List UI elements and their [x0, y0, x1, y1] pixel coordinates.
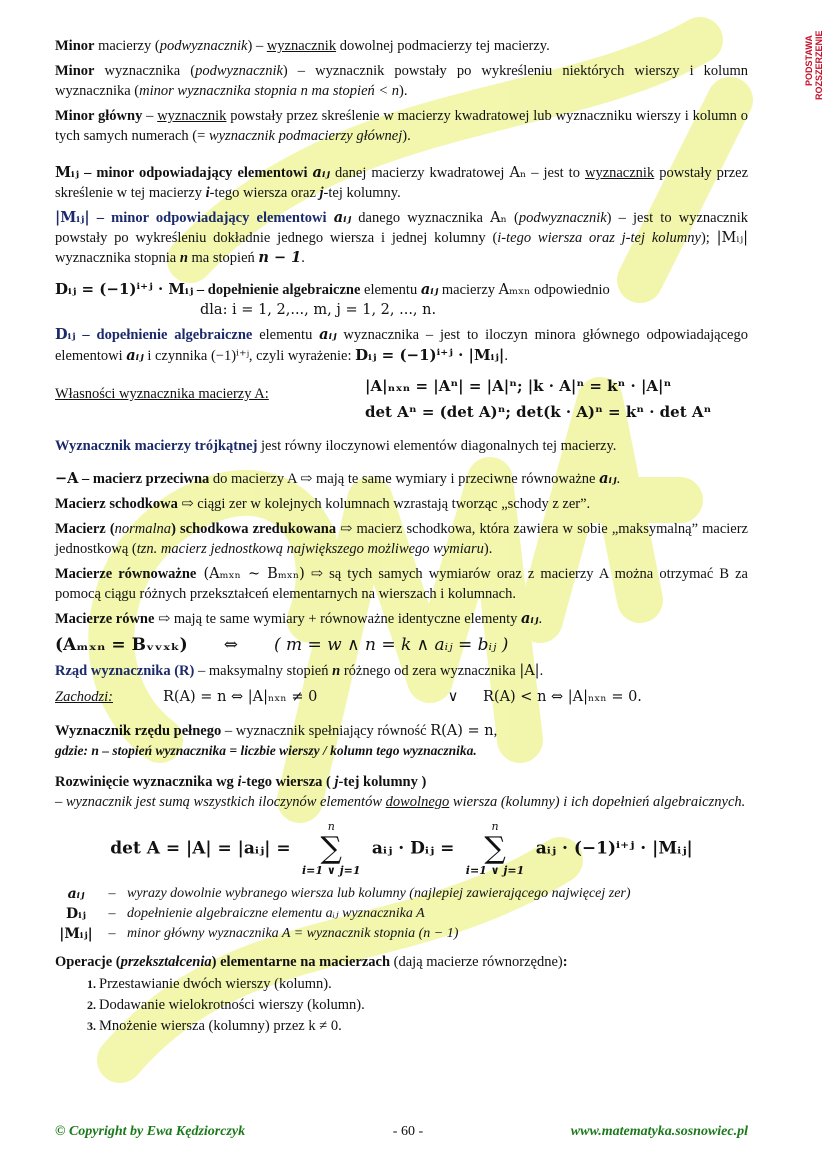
text: -tego wiersza oraz — [209, 185, 320, 201]
page-content — [55, 36, 748, 1037]
sum-symbol: n ∑ i=1 ∨ j=1 — [465, 820, 525, 877]
rozwiniecie-heading — [55, 772, 748, 792]
def-rzad-wyznacznika — [55, 661, 748, 681]
formula: det Aⁿ = (det A)ⁿ; det(k · A)ⁿ = kⁿ · det Aⁿ — [365, 403, 712, 421]
formula-mid: aᵢⱼ · Dᵢⱼ = — [371, 838, 455, 859]
legend-text: wyrazy dowolnie wybranego wiersza lub kolumny (najlepiej zawierającego najwięcej zer) — [127, 886, 631, 901]
rozwiniecie-desc — [55, 792, 748, 812]
text: – wyznacznik spełniający równość — [221, 723, 431, 739]
text: wiersza (kolumny) i ich dopełnień algebraicznych. — [449, 794, 746, 810]
operacje-heading — [55, 952, 748, 972]
formula: |A|ₙₓₙ = |Aⁿ| = |A|ⁿ; |k · A|ⁿ = kⁿ · |A|ⁿ — [365, 377, 672, 395]
text: – wyznacznik jest sumą wszystkich iloczynów elementów — [55, 794, 386, 810]
text: elementu — [360, 282, 421, 298]
footer-copyright: © Copyright by Ewa Kędziorczyk — [55, 1124, 246, 1139]
text: ) – — [247, 38, 267, 54]
text: – — [142, 108, 158, 124]
side-section-label — [802, 22, 824, 100]
text: . — [616, 471, 621, 487]
formula-legend — [55, 884, 748, 944]
term: Macierze równoważne — [55, 566, 197, 582]
symbol: Aₘₓₙ — [498, 282, 531, 298]
rownosc-macierzy-formula — [55, 635, 748, 655]
text: . — [504, 348, 508, 364]
formula: (Aₘₓₙ ~ Bₘₓₙ) — [196, 566, 305, 582]
legend-dash: – — [108, 906, 116, 921]
legend-text: minor główny wyznacznika A = wyznacznik stopnia (n − 1) — [127, 926, 459, 941]
formula: R(A) = n — [430, 723, 494, 739]
text: różnego od zera wyznacznika — [340, 663, 520, 679]
list-item: 3. Mnożenie wiersza (kolumny) przez k ≠ 0. — [99, 1016, 748, 1037]
symbol: j — [319, 185, 324, 201]
def-trojkatna — [55, 436, 748, 456]
text: . — [539, 663, 544, 679]
symbol: aᵢⱼ — [126, 347, 144, 364]
term: ) elementarne na macierzach — [211, 954, 391, 970]
text-italic: minor wyznacznika stopnia n ma stopień < n — [139, 83, 400, 99]
side-label-rozszerzenie: ROZSZERZENIE — [814, 30, 824, 100]
operacje-list — [71, 974, 748, 1037]
legend-symbol: |Mᵢⱼ| — [59, 926, 93, 942]
wlasnosci-wyznacznika — [55, 376, 748, 428]
symbol: Aₙ — [509, 165, 527, 181]
formula: (Aₘₓₙ = Bᵥᵥₓₖ) — [55, 635, 188, 655]
symbol: −A — [55, 470, 79, 487]
text: ). — [402, 128, 411, 144]
page-footer — [55, 1124, 748, 1140]
text: macierzy — [438, 282, 499, 298]
term: Macierze równe — [55, 611, 155, 627]
term: – minor odpowiadający elementowi — [89, 210, 334, 226]
term: Wyznacznik rzędu pełnego — [55, 723, 222, 739]
text: danego wyznacznika — [351, 210, 491, 226]
side-label-podstawa: PODSTAWA — [804, 35, 814, 86]
symbol: |A| — [519, 663, 540, 679]
symbol: aᵢⱼ — [420, 281, 439, 298]
equivalence-symbol: ⇔ — [223, 635, 238, 655]
term: -tego wiersza ( — [241, 774, 335, 790]
legend-row — [55, 904, 748, 924]
symbol: j — [334, 774, 339, 790]
symbol: i — [237, 774, 242, 790]
term: -tej kolumny ) — [338, 774, 427, 790]
term: Minor główny — [55, 108, 143, 124]
term: Macierz ( — [55, 521, 115, 537]
text-italic: podwyznacznik — [518, 210, 607, 226]
legend-symbol: Dᵢⱼ — [66, 906, 86, 922]
term: Rozwinięcie wyznacznika wg — [55, 774, 238, 790]
term: Operacje ( — [55, 954, 121, 970]
legend-dash: – — [108, 926, 116, 941]
symbol: aᵢⱼ — [599, 470, 617, 487]
formula-lhs: det A = |A| = |aᵢⱼ| = — [110, 838, 291, 859]
def-rzad-pelny — [55, 721, 748, 741]
text: ); — [700, 230, 717, 246]
text-italic: podwyznacznik — [195, 63, 283, 79]
text: ( — [506, 210, 519, 226]
term: Minor — [55, 38, 95, 54]
zachodzi-row — [55, 687, 748, 707]
def-rzad-pelny-note: gdzie: n – stopień wyznacznika = liczbie wierszy / kolumn tego wyznacznika. — [55, 743, 477, 758]
symbol: n — [179, 250, 188, 266]
symbol: Dᵢⱼ — [55, 326, 76, 343]
text: ) – jest to wyznacznik powstały po wykreśleniu dokładnie jednego wiersza i jednej kolumny ( — [55, 210, 748, 246]
list-item: 1. Przestawianie dwóch wierszy (kolumn). — [99, 974, 748, 995]
formula: R(A) = n ⇔ |A|ₙₓₙ ≠ 0 — [163, 689, 318, 705]
text: ⇨ macierz schodkowa, która zawiera w sobie „maksymalną” macierz jednostkową ( — [55, 521, 748, 557]
symbol: aᵢⱼ — [521, 610, 539, 627]
formula: Dᵢⱼ = (−1)ⁱ⁺ʲ · |Mᵢⱼ| — [355, 346, 505, 364]
sum-symbol: n ∑ i=1 ∨ j=1 — [302, 820, 361, 877]
legend-row — [55, 884, 748, 904]
text: ). — [399, 83, 408, 99]
term: ) schodkowa zredukowana — [171, 521, 337, 537]
page-number: - 60 - — [392, 1124, 424, 1139]
text: danej macierzy kwadratowej — [329, 165, 510, 181]
term: – minor odpowiadający elementowi — [79, 165, 313, 181]
def-dij-macierzy — [55, 279, 748, 300]
def-mij — [55, 163, 748, 203]
section-label: Własności wyznacznika macierzy A: — [55, 386, 269, 402]
symbol: n — [332, 663, 341, 679]
text-italic: tzn. macierz jednostkową największego możliwego wymiaru — [136, 541, 484, 557]
text: powstały przez skreślenie w tej macierzy — [55, 165, 748, 201]
formula: Dᵢⱼ = (−1)ⁱ⁺ʲ · Mᵢⱼ — [55, 280, 194, 298]
def-macierz-schodkowa — [55, 494, 748, 514]
text-italic: podwyznacznik — [159, 38, 248, 54]
formula: dla: i = 1, 2,..., m, j = 1, 2, ..., n. — [200, 302, 437, 318]
symbol: i — [205, 185, 210, 201]
sum-upper: n — [491, 820, 499, 833]
symbol: Aₙ — [490, 210, 507, 226]
text: ⇨ mają te same wymiary + równoważne identyczne elementy — [154, 611, 522, 627]
text: wyznacznika ( — [94, 63, 196, 79]
text: odpowiednio — [530, 282, 610, 298]
def-minor-wyznacznika — [55, 61, 748, 101]
text-underlined: wyznacznik — [157, 108, 227, 124]
legend-symbol: aᵢⱼ — [67, 886, 85, 902]
term: – dopełnienie algebraiczne — [75, 327, 253, 343]
list-item: 2. Dodawanie wielokrotności wierszy (kolumn). — [99, 995, 748, 1016]
symbol: aᵢⱼ — [312, 164, 330, 181]
legend-text: dopełnienie algebraiczne elementu aᵢⱼ wyznacznika A — [127, 906, 425, 921]
def-abs-mij — [55, 208, 748, 268]
text: ⇨ są tych samych wymiarów oraz z macierzy A można otrzymać B za pomocą ciągu różnych przekształceń elementarnych na wierszach i kolumnach. — [55, 566, 748, 602]
text: , — [493, 723, 498, 739]
def-macierze-rownowazne — [55, 564, 748, 604]
term: Minor — [55, 63, 95, 79]
def-macierze-rowne — [55, 609, 748, 629]
text: wyznacznika – jest to iloczyn minora głównego odpowiadającego elementowi — [55, 327, 748, 364]
symbol: Mᵢⱼ — [55, 164, 80, 181]
label: Zachodzi: — [55, 689, 113, 705]
text-underlined: wyznacznik — [584, 165, 655, 181]
text-italic: normalna — [114, 521, 172, 537]
text-italic: i-tego wiersza oraz j-tej kolumny — [497, 230, 701, 246]
formula-rhs: aᵢⱼ · (−1)ⁱ⁺ʲ · |Mᵢⱼ| — [535, 838, 693, 859]
symbol: n − 1 — [258, 249, 302, 266]
text: – maksymalny stopień — [194, 663, 333, 679]
text: (dają macierze równorzędne) — [390, 954, 563, 970]
text: ) – wyznacznik powstały po wykreśleniu niektórych wierszy i kolumn wyznacznika ( — [55, 63, 748, 99]
symbol: |Mᵢⱼ| — [55, 209, 90, 226]
legend-dash: – — [108, 886, 116, 901]
text: – jest to — [526, 165, 585, 181]
text: : — [562, 954, 568, 970]
text: ). — [483, 541, 493, 557]
sum-lower: i=1 ∨ j=1 — [465, 864, 525, 877]
term: Wyznacznik macierzy trójkątnej — [55, 438, 258, 454]
def-macierz-przeciwna — [55, 469, 748, 489]
text: powstały przez skreślenie w macierzy kwadratowej lub wyznaczniku wierszy i kolumn o tych samych numerach (= — [55, 108, 748, 144]
rozwiniecie-formula — [55, 820, 748, 878]
text-underlined: wyznacznik — [266, 38, 337, 54]
text: . — [538, 611, 543, 627]
term: – macierz przeciwna — [78, 471, 210, 487]
legend-row — [55, 924, 748, 944]
term: – dopełnienie algebraiczne — [193, 282, 361, 298]
def-dij-wyznacznika — [55, 325, 748, 366]
text: elementu — [252, 327, 320, 343]
footer-website: www.matematyka.sosnowiec.pl — [570, 1124, 748, 1139]
def-schodkowa-zredukowana — [55, 519, 748, 559]
def-dij-range — [55, 300, 748, 320]
text-underlined: dowolnego — [385, 794, 450, 810]
text-italic: wyznacznik podmacierzy głównej — [208, 128, 403, 144]
symbol: aᵢⱼ — [333, 209, 352, 226]
text: . — [301, 250, 305, 266]
term: Rząd wyznacznika (R) — [55, 663, 195, 679]
text: ma stopień — [187, 250, 259, 266]
formula: R(A) < n ⇔ |A|ₙₓₙ = 0. — [483, 689, 642, 705]
sum-upper: n — [327, 820, 335, 833]
text: i czynnika (−1)ⁱ⁺ʲ, czyli wyrażenie: — [143, 348, 356, 364]
term: Macierz schodkowa — [55, 496, 178, 512]
formula: ( m = w ∧ n = k ∧ aᵢⱼ = bᵢⱼ ) — [273, 635, 509, 655]
term-italic: przekształcenia — [120, 954, 212, 970]
def-minor-glowny — [55, 106, 748, 146]
text: wyznacznika stopnia — [55, 250, 180, 266]
symbol: |Mᵢⱼ| — [716, 230, 749, 246]
text: do macierzy A ⇨ mają te same wymiary i przeciwne równoważne — [209, 471, 600, 487]
def-minor-macierzy — [55, 36, 748, 56]
text: macierzy ( — [94, 38, 160, 54]
sum-lower: i=1 ∨ j=1 — [302, 864, 361, 877]
text: ⇨ ciągi zer w kolejnych kolumnach wzrastają tworząc „schody z zer”. — [177, 496, 591, 512]
text: -tej kolumny. — [323, 185, 401, 201]
text: jest równy iloczynowi elementów diagonalnych tej macierzy. — [257, 438, 617, 454]
or-symbol: ∨ — [447, 689, 459, 705]
symbol: aᵢⱼ — [319, 326, 337, 343]
text: dowolnej podmacierzy tej macierzy. — [336, 38, 550, 54]
